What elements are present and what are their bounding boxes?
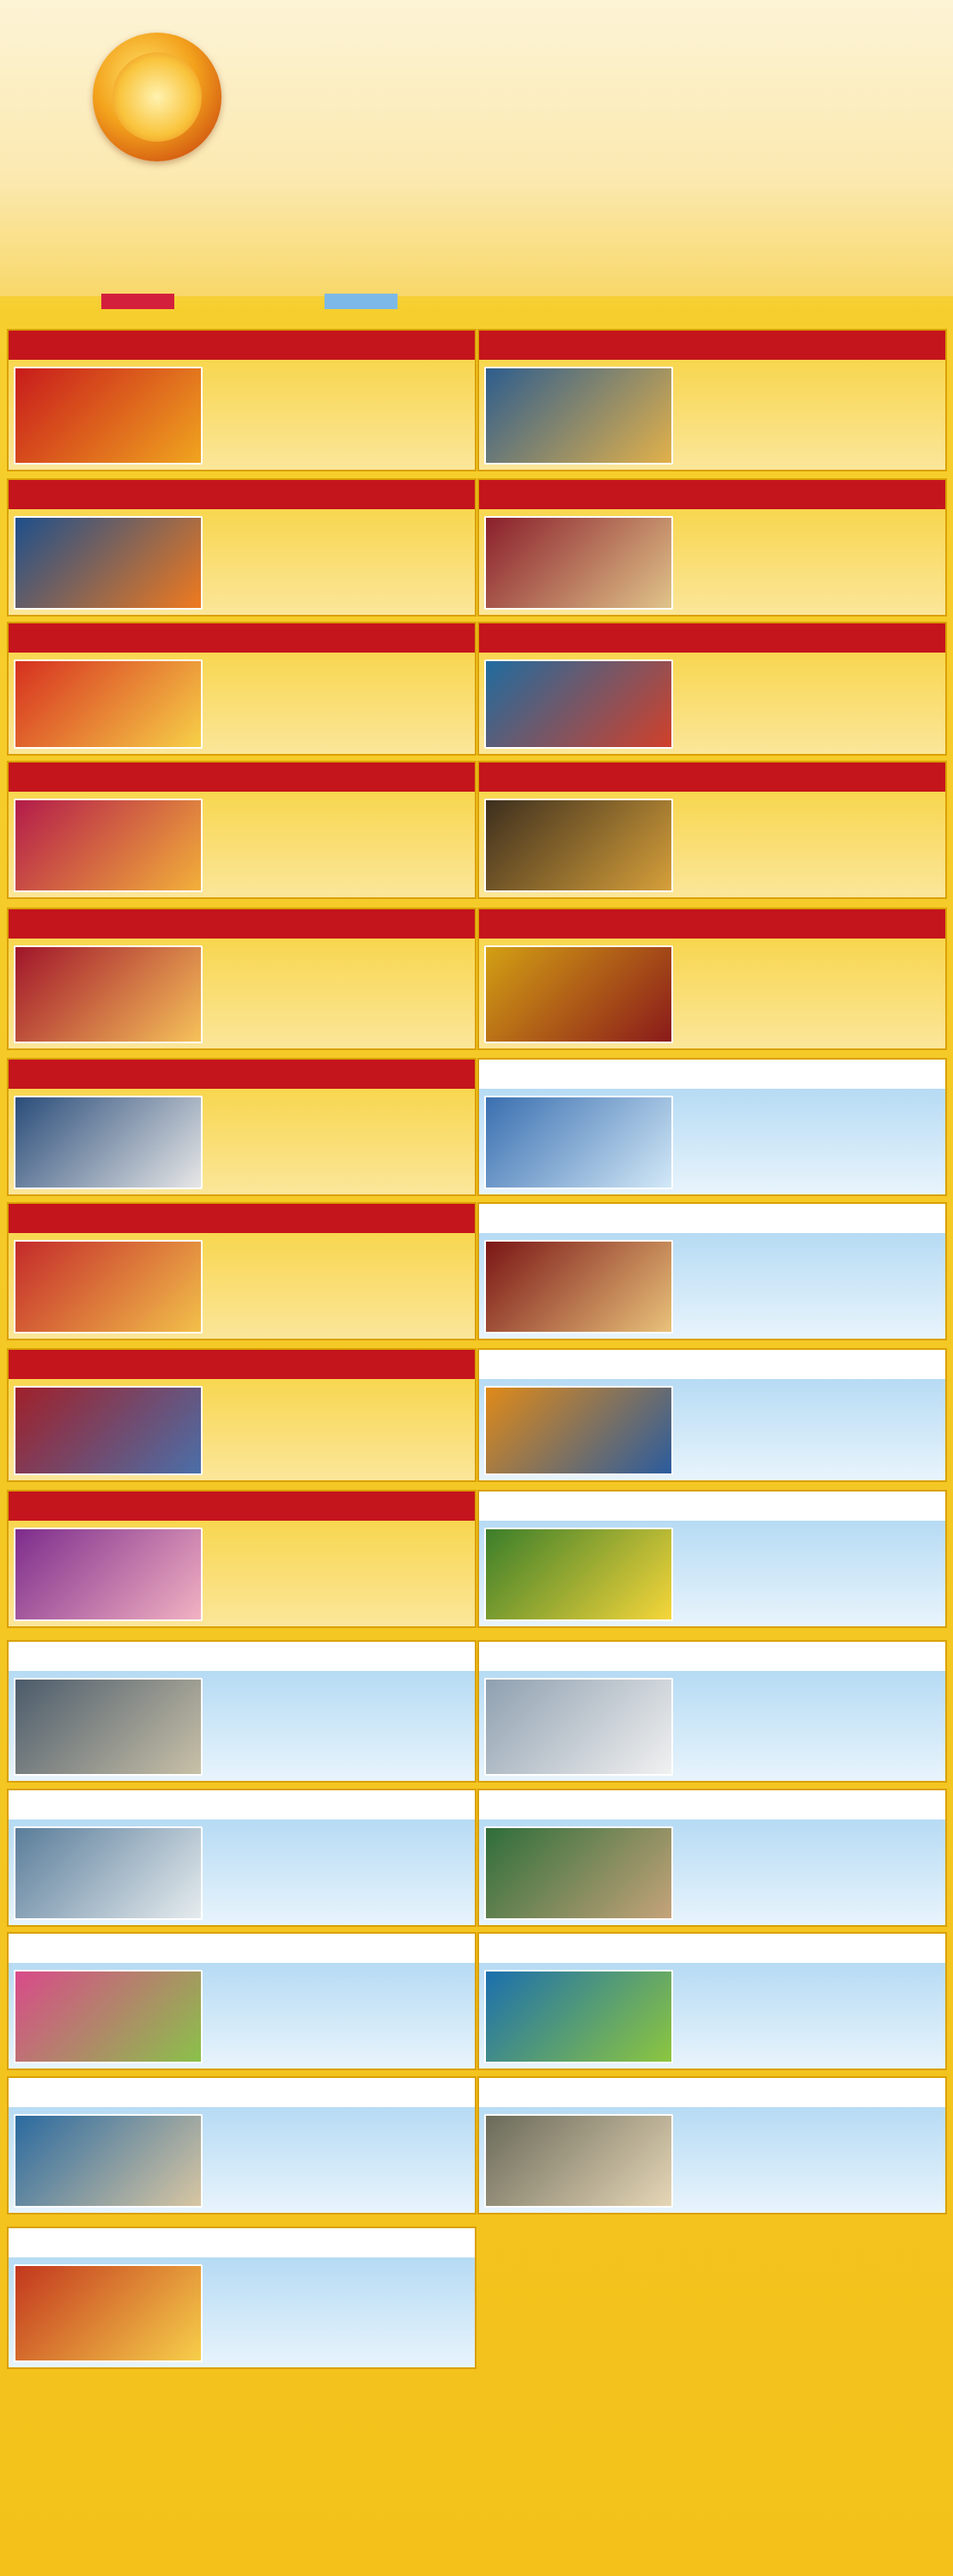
activity-photo — [14, 1970, 203, 2063]
logo-digit — [112, 52, 202, 142]
card-header — [9, 1060, 475, 1089]
activity-card — [7, 908, 476, 1050]
card-body — [9, 1821, 475, 1925]
activity-card — [477, 622, 947, 756]
activity-card — [477, 1058, 947, 1196]
activity-card — [477, 1932, 947, 2070]
activity-card — [477, 329, 947, 471]
card-body — [479, 1673, 945, 1781]
card-description — [682, 1678, 940, 1776]
card-description — [682, 1386, 940, 1475]
legend-static-swatch — [325, 294, 398, 309]
card-description — [211, 1096, 470, 1189]
activity-photo — [14, 1096, 203, 1189]
card-header — [9, 1204, 475, 1233]
card-description — [682, 945, 940, 1043]
activity-card — [7, 1789, 476, 1927]
activity-photo — [14, 2114, 203, 2208]
card-header — [9, 1642, 475, 1671]
card-body — [479, 654, 945, 754]
card-body — [9, 654, 475, 754]
card-body — [479, 2109, 945, 2213]
card-header — [479, 480, 945, 509]
card-body — [479, 1965, 945, 2069]
card-body — [9, 511, 475, 615]
activity-card — [7, 329, 476, 471]
card-header — [9, 1790, 475, 1820]
activity-card — [477, 1202, 947, 1340]
activity-card — [7, 761, 476, 899]
card-description — [211, 1528, 470, 1621]
activity-card — [7, 1640, 476, 1783]
activity-card — [7, 1058, 476, 1196]
activity-card — [7, 1348, 476, 1482]
activity-photo — [14, 1678, 203, 1776]
activity-photo — [14, 945, 203, 1043]
header-area — [0, 0, 953, 296]
activity-card — [7, 1932, 476, 2070]
card-description — [682, 1240, 940, 1334]
activity-photo — [484, 1096, 673, 1189]
card-body — [479, 1522, 945, 1626]
activity-photo — [484, 1240, 673, 1334]
card-description — [682, 2114, 940, 2208]
card-description — [682, 1528, 940, 1621]
card-description — [682, 799, 940, 892]
card-body — [479, 1381, 945, 1480]
card-body — [9, 940, 475, 1048]
card-header — [9, 909, 475, 939]
card-header — [9, 1934, 475, 1963]
card-description — [211, 1678, 470, 1776]
activity-photo — [484, 367, 673, 465]
card-header — [479, 2078, 945, 2107]
activity-card — [477, 478, 947, 617]
card-body — [479, 511, 945, 615]
activity-photo — [484, 2114, 673, 2208]
card-description — [682, 516, 940, 610]
card-description — [211, 1386, 470, 1475]
card-body — [479, 1235, 945, 1339]
card-header — [479, 762, 945, 792]
activity-photo — [484, 516, 673, 610]
activity-photo — [14, 1826, 203, 1920]
activity-photo — [14, 799, 203, 892]
festival-logo — [93, 33, 222, 161]
activity-photo — [484, 1678, 673, 1776]
card-body — [9, 361, 475, 470]
card-header — [479, 909, 945, 939]
activity-photo — [484, 1826, 673, 1920]
card-description — [211, 945, 470, 1043]
card-description — [211, 367, 470, 465]
card-body — [479, 1821, 945, 1925]
card-body — [479, 793, 945, 897]
card-description — [211, 659, 470, 749]
card-description — [682, 1826, 940, 1920]
card-description — [211, 2264, 470, 2362]
activity-photo — [14, 1240, 203, 1334]
activity-photo — [484, 1528, 673, 1621]
card-description — [682, 1970, 940, 2063]
activity-photo — [484, 1386, 673, 1475]
activity-photo — [14, 516, 203, 610]
card-body — [479, 940, 945, 1048]
card-description — [682, 367, 940, 465]
card-header — [479, 1492, 945, 1521]
activity-card — [477, 2076, 947, 2215]
activity-card — [7, 1490, 476, 1628]
activity-card — [477, 908, 947, 1050]
card-body — [479, 1091, 945, 1194]
activity-card — [477, 1789, 947, 1927]
card-header — [9, 1350, 475, 1379]
card-header — [479, 1060, 945, 1089]
activity-photo — [14, 1528, 203, 1621]
card-description — [682, 659, 940, 749]
activity-card — [477, 1640, 947, 1783]
card-body — [9, 2109, 475, 2213]
card-header — [479, 1350, 945, 1379]
activity-photo — [484, 945, 673, 1043]
card-header — [479, 1790, 945, 1820]
activity-photo — [14, 2264, 203, 2362]
activity-photo — [14, 367, 203, 465]
card-header — [479, 331, 945, 360]
card-body — [9, 1381, 475, 1480]
card-header — [479, 1204, 945, 1233]
card-header — [9, 480, 475, 509]
activity-photo — [14, 659, 203, 749]
card-body — [9, 793, 475, 897]
card-header — [9, 331, 475, 360]
card-description — [211, 516, 470, 610]
card-header — [9, 1492, 475, 1521]
card-description — [682, 1096, 940, 1189]
activity-card — [7, 2076, 476, 2215]
activity-photo — [484, 1970, 673, 2063]
card-header — [479, 623, 945, 653]
card-body — [9, 2259, 475, 2367]
activity-photo — [14, 1386, 203, 1475]
activity-card — [477, 1348, 947, 1482]
card-description — [211, 1826, 470, 1920]
card-description — [211, 1240, 470, 1334]
card-header — [9, 762, 475, 792]
card-header — [479, 1642, 945, 1671]
card-body — [9, 1091, 475, 1194]
legend-dynamic-swatch — [101, 294, 174, 309]
activity-card — [477, 1490, 947, 1628]
activity-card — [7, 478, 476, 617]
activity-photo — [484, 799, 673, 892]
card-description — [211, 2114, 470, 2208]
card-body — [9, 1235, 475, 1339]
activity-card — [7, 622, 476, 756]
activity-photo — [484, 659, 673, 749]
card-body — [479, 361, 945, 470]
activity-card — [7, 1202, 476, 1340]
card-header — [479, 1934, 945, 1963]
card-description — [211, 799, 470, 892]
card-header — [9, 2078, 475, 2107]
card-body — [9, 1673, 475, 1781]
card-header — [9, 2228, 475, 2257]
card-header — [9, 623, 475, 653]
card-description — [211, 1970, 470, 2063]
activity-card — [477, 761, 947, 899]
card-body — [9, 1965, 475, 2069]
activity-card — [7, 2227, 476, 2369]
card-body — [9, 1522, 475, 1626]
